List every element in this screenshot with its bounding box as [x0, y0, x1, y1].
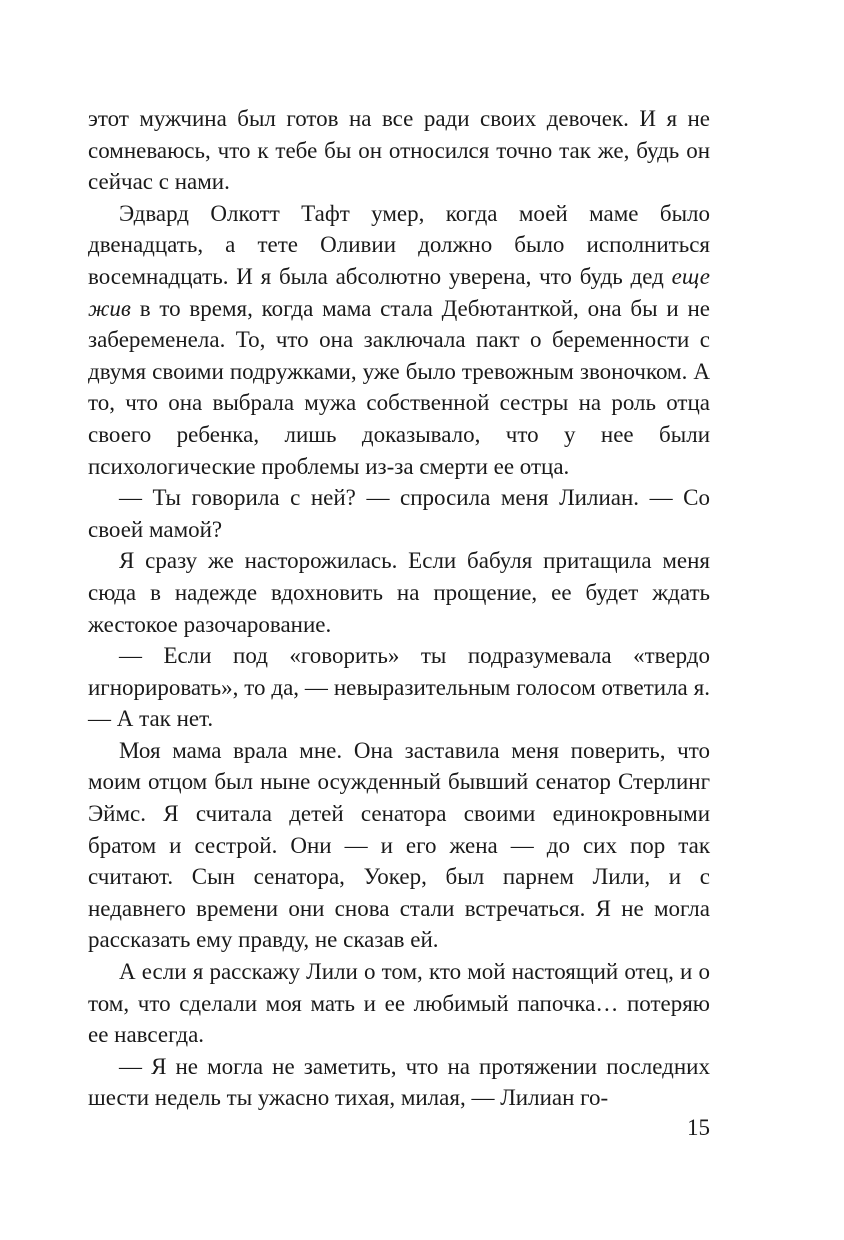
paragraph-1: этот мужчина был готов на все ради своих девочек. И я не сомневаюсь, что к тебе бы он относился точно так же, будь он сейчас с нами.: [88, 106, 710, 195]
paragraph-2: [88, 198, 710, 482]
paragraph-4: Я сразу же насторожилась. Если бабуля притащила меня сюда в надежде вдохновить на прощение, ее будет ждать жестокое разочарование.: [88, 548, 710, 637]
paragraph-7: А если я расскажу Лили о том, кто мой настоящий отец, и о том, что сделали моя мать и ее любимый папочка… потеряю ее навсегда.: [88, 959, 710, 1048]
paragraph-2-emphasis: еще жив: [88, 263, 710, 321]
paragraph-2-part-2: в то время, когда мама стала Дебютанткой, она бы и не забеременела. То, что она заключала пакт о беременности с двумя своими подружками, уже было тревожным звоночком. А то, что она выбрала мужа собственной сестры на роль отца своего ребенка, лишь доказывало, что у нее были психологические проблемы из-за смерти ее отца.: [88, 295, 710, 479]
paragraph-8-dialogue: — Я не могла не заметить, что на протяжении последних шести недель ты ужасно тихая, милая, — Лилиан го-: [88, 1053, 710, 1111]
paragraph-3-dialogue: — Ты говорила с ней? — спросила меня Лилиан. — Со своей мамой?: [88, 485, 710, 542]
paragraph-5-dialogue: — Если под «говорить» ты подразумевала «твердо игнорировать», то да, — невыразительным голосом ответила я. — А так нет.: [88, 643, 710, 732]
body-text: [88, 103, 710, 1114]
paragraph-6: Моя мама врала мне. Она заставила меня поверить, что моим отцом был ныне осужденный бывший сенатор Стерлинг Эймс. Я считала детей сенатора своими единокровными братом и сестрой. Они — и его жена — до сих пор так считают. Сын сенатора, Уокер, был парнем Лили, и с недавнего времени они снова стали встречаться. Я не могла рассказать ему правду, не сказав ей.: [88, 737, 710, 953]
page-number: 15: [687, 1115, 710, 1140]
paragraph-2-part-1: Эдвард Олкотт Тафт умер, когда моей маме было двенадцать, а тете Оливии должно было исполниться восемнадцать. И я была абсолютно уверена, что будь дед: [88, 200, 710, 289]
